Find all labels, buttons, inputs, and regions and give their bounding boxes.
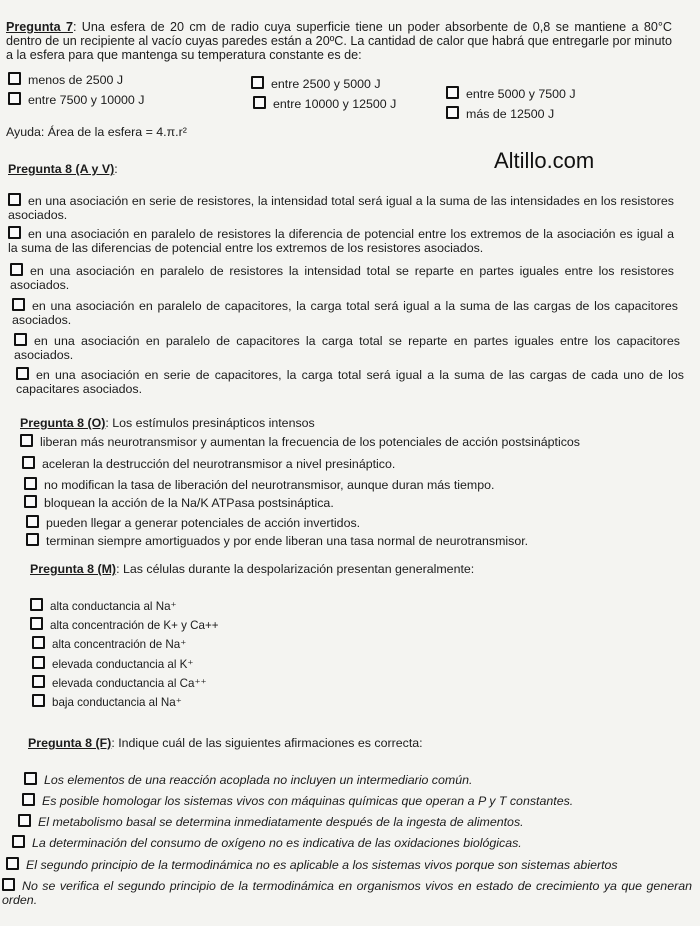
checkbox[interactable]: [32, 675, 45, 688]
option-label: entre 7500 y 10000 J: [28, 93, 145, 107]
q7-option-2[interactable]: [251, 76, 381, 91]
question-8f-text: : Indique cuál de las siguientes afirmaciones es correcta:: [111, 736, 423, 750]
option-label: alta conductancia al Na⁺: [50, 600, 177, 613]
checkbox[interactable]: [20, 434, 33, 447]
option-label: alta concentración de K+ y Ca++: [50, 619, 219, 632]
question-7-statement: [6, 20, 672, 62]
q8av-option-4[interactable]: [12, 298, 678, 327]
option-label: La determinación del consumo de oxígeno no es indicativa de las oxidaciones biológicas.: [32, 836, 522, 850]
checkbox[interactable]: [10, 263, 23, 276]
q8o-option-5[interactable]: [26, 515, 360, 530]
option-label: El segundo principio de la termodinámica no es aplicable a los sistemas vivos porque son sistemas abiertos: [26, 858, 618, 872]
checkbox[interactable]: [251, 76, 264, 89]
q8av-option-2[interactable]: [8, 226, 674, 255]
q8o-option-2[interactable]: [22, 456, 395, 471]
question-8f-heading: [28, 736, 423, 750]
q8m-option-5[interactable]: [32, 675, 207, 690]
checkbox[interactable]: [26, 515, 39, 528]
option-label: terminan siempre amortiguados y por ende liberan una tasa normal de neurotransmisor.: [46, 534, 529, 548]
checkbox[interactable]: [32, 694, 45, 707]
q8av-option-1[interactable]: [8, 193, 674, 222]
option-label: pueden llegar a generar potenciales de acción invertidos.: [46, 516, 361, 530]
q8av-option-6[interactable]: [16, 367, 684, 396]
option-label: en una asociación en serie de resistores, la intensidad total será igual a la suma de las intensidades en los resistores asociados.: [8, 194, 674, 222]
q7-option-3[interactable]: [446, 86, 576, 101]
question-8av-heading: [8, 162, 118, 176]
option-label: en una asociación en serie de capacitores, la carga total será igual a la suma de las cargas de cada uno de los capacitares asociados.: [16, 368, 684, 396]
q8f-option-4[interactable]: [12, 835, 522, 850]
q8av-option-5[interactable]: [14, 333, 680, 362]
option-label: menos de 2500 J: [28, 73, 124, 87]
option-label: no modifican la tasa de liberación del neurotransmisor, aunque duran más tiempo.: [44, 478, 495, 492]
checkbox[interactable]: [12, 298, 25, 311]
checkbox[interactable]: [30, 598, 43, 611]
question-7-title: Pregunta 7: [6, 20, 73, 34]
checkbox[interactable]: [32, 636, 45, 649]
checkbox[interactable]: [446, 106, 459, 119]
checkbox[interactable]: [253, 96, 266, 109]
checkbox[interactable]: [2, 878, 15, 891]
q8m-option-3[interactable]: [32, 636, 186, 651]
question-8m-text: : Las células durante la despolarización presentan generalmente:: [116, 562, 475, 576]
option-label: elevada conductancia al Ca⁺⁺: [52, 677, 207, 690]
option-label: El metabolismo basal se determina inmediatamente después de la ingesta de alimentos.: [38, 815, 524, 829]
q8o-option-6[interactable]: [26, 533, 528, 548]
option-label: baja conductancia al Na⁺: [52, 696, 182, 709]
q7-option-4[interactable]: [8, 92, 144, 107]
checkbox[interactable]: [30, 617, 43, 630]
question-8m-title: Pregunta 8 (M): [30, 562, 117, 576]
question-8o-heading: [20, 416, 315, 430]
checkbox[interactable]: [22, 793, 35, 806]
checkbox[interactable]: [32, 656, 45, 669]
option-label: No se verifica el segundo principio de la termodinámica en organismos vivos en estado de crecimiento ya que generan orden.: [2, 879, 692, 907]
option-label: en una asociación en paralelo de capacitores la carga total se reparte en partes iguales entre los capacitores asociados.: [14, 334, 680, 362]
option-label: entre 10000 y 12500 J: [273, 97, 397, 111]
checkbox[interactable]: [6, 857, 19, 870]
option-label: en una asociación en paralelo de capacitores, la carga total será igual a la suma de las cargas de los capacitores asociados.: [12, 299, 678, 327]
option-label: entre 2500 y 5000 J: [271, 77, 381, 91]
q8o-option-1[interactable]: [20, 434, 580, 449]
checkbox[interactable]: [16, 367, 29, 380]
question-8o-title: Pregunta 8 (O): [20, 416, 106, 430]
question-8f-title: Pregunta 8 (F): [28, 736, 112, 750]
checkbox[interactable]: [8, 226, 21, 239]
option-label: más de 12500 J: [466, 107, 555, 121]
q8m-option-2[interactable]: [30, 617, 219, 632]
option-label: elevada conductancia al K⁺: [52, 658, 194, 671]
question-7-text: : Una esfera de 20 cm de radio cuya superficie tiene un poder absorbente de 0,8 se mantiene a 80°C dentro de un recipiente al vacío cuyas paredes están a 20ºC. La cantidad de calor que habrá que entregarle por minuto a la esfera para que mantenga su temperatura constante es de:: [6, 20, 672, 62]
q7-option-5[interactable]: [253, 96, 396, 111]
checkbox[interactable]: [18, 814, 31, 827]
option-label: bloquean la acción de la Na/K ATPasa postsináptica.: [44, 496, 334, 510]
q8f-option-3[interactable]: [18, 814, 524, 829]
q8m-option-6[interactable]: [32, 694, 182, 709]
q8f-option-1[interactable]: [24, 772, 472, 787]
checkbox[interactable]: [8, 193, 21, 206]
q8m-option-1[interactable]: [30, 598, 177, 613]
option-label: Los elementos de una reacción acoplada no incluyen un intermediario común.: [44, 773, 473, 787]
checkbox[interactable]: [24, 495, 37, 508]
q8o-option-4[interactable]: [24, 495, 334, 510]
checkbox[interactable]: [446, 86, 459, 99]
checkbox[interactable]: [12, 835, 25, 848]
option-label: liberan más neurotransmisor y aumentan la frecuencia de los potenciales de acción postsinápticos: [40, 435, 580, 449]
checkbox[interactable]: [22, 456, 35, 469]
checkbox[interactable]: [8, 92, 21, 105]
q8av-option-3[interactable]: [10, 263, 674, 292]
option-label: aceleran la destrucción del neurotransmisor a nivel presináptico.: [42, 457, 396, 471]
option-label: en una asociación en paralelo de resistores la intensidad total se reparte en partes iguales entre los resistores asociados.: [10, 264, 674, 292]
q8o-option-3[interactable]: [24, 477, 494, 492]
checkbox[interactable]: [26, 533, 39, 546]
checkbox[interactable]: [8, 72, 21, 85]
watermark: Altillo.com: [494, 148, 595, 173]
question-8o-text: : Los estímulos presinápticos intensos: [105, 416, 315, 430]
q8f-option-6[interactable]: [2, 878, 692, 907]
checkbox[interactable]: [24, 772, 37, 785]
question-8av-suffix: :: [114, 162, 118, 176]
option-label: en una asociación en paralelo de resistores la diferencia de potencial entre los extremos de la asociación es igual a la suma de las diferencias de potencial entre los extremos de los resistores asociados.: [8, 227, 674, 255]
q8f-option-5[interactable]: [6, 857, 698, 872]
option-label: alta concentración de Na⁺: [52, 638, 187, 651]
q7-help: Ayuda: Área de la esfera = 4.π.r²: [6, 125, 187, 139]
q7-option-1[interactable]: [8, 72, 123, 87]
q8m-option-4[interactable]: [32, 656, 193, 671]
option-label: entre 5000 y 7500 J: [466, 87, 576, 101]
checkbox[interactable]: [14, 333, 27, 346]
checkbox[interactable]: [24, 477, 37, 490]
q7-option-6[interactable]: [446, 106, 554, 121]
question-8m-heading: [30, 562, 474, 576]
q8f-option-2[interactable]: [22, 793, 573, 808]
option-label: Es posible homologar los sistemas vivos con máquinas químicas que operan a P y T constantes.: [42, 794, 574, 808]
question-8av-title: Pregunta 8 (A y V): [8, 162, 115, 176]
